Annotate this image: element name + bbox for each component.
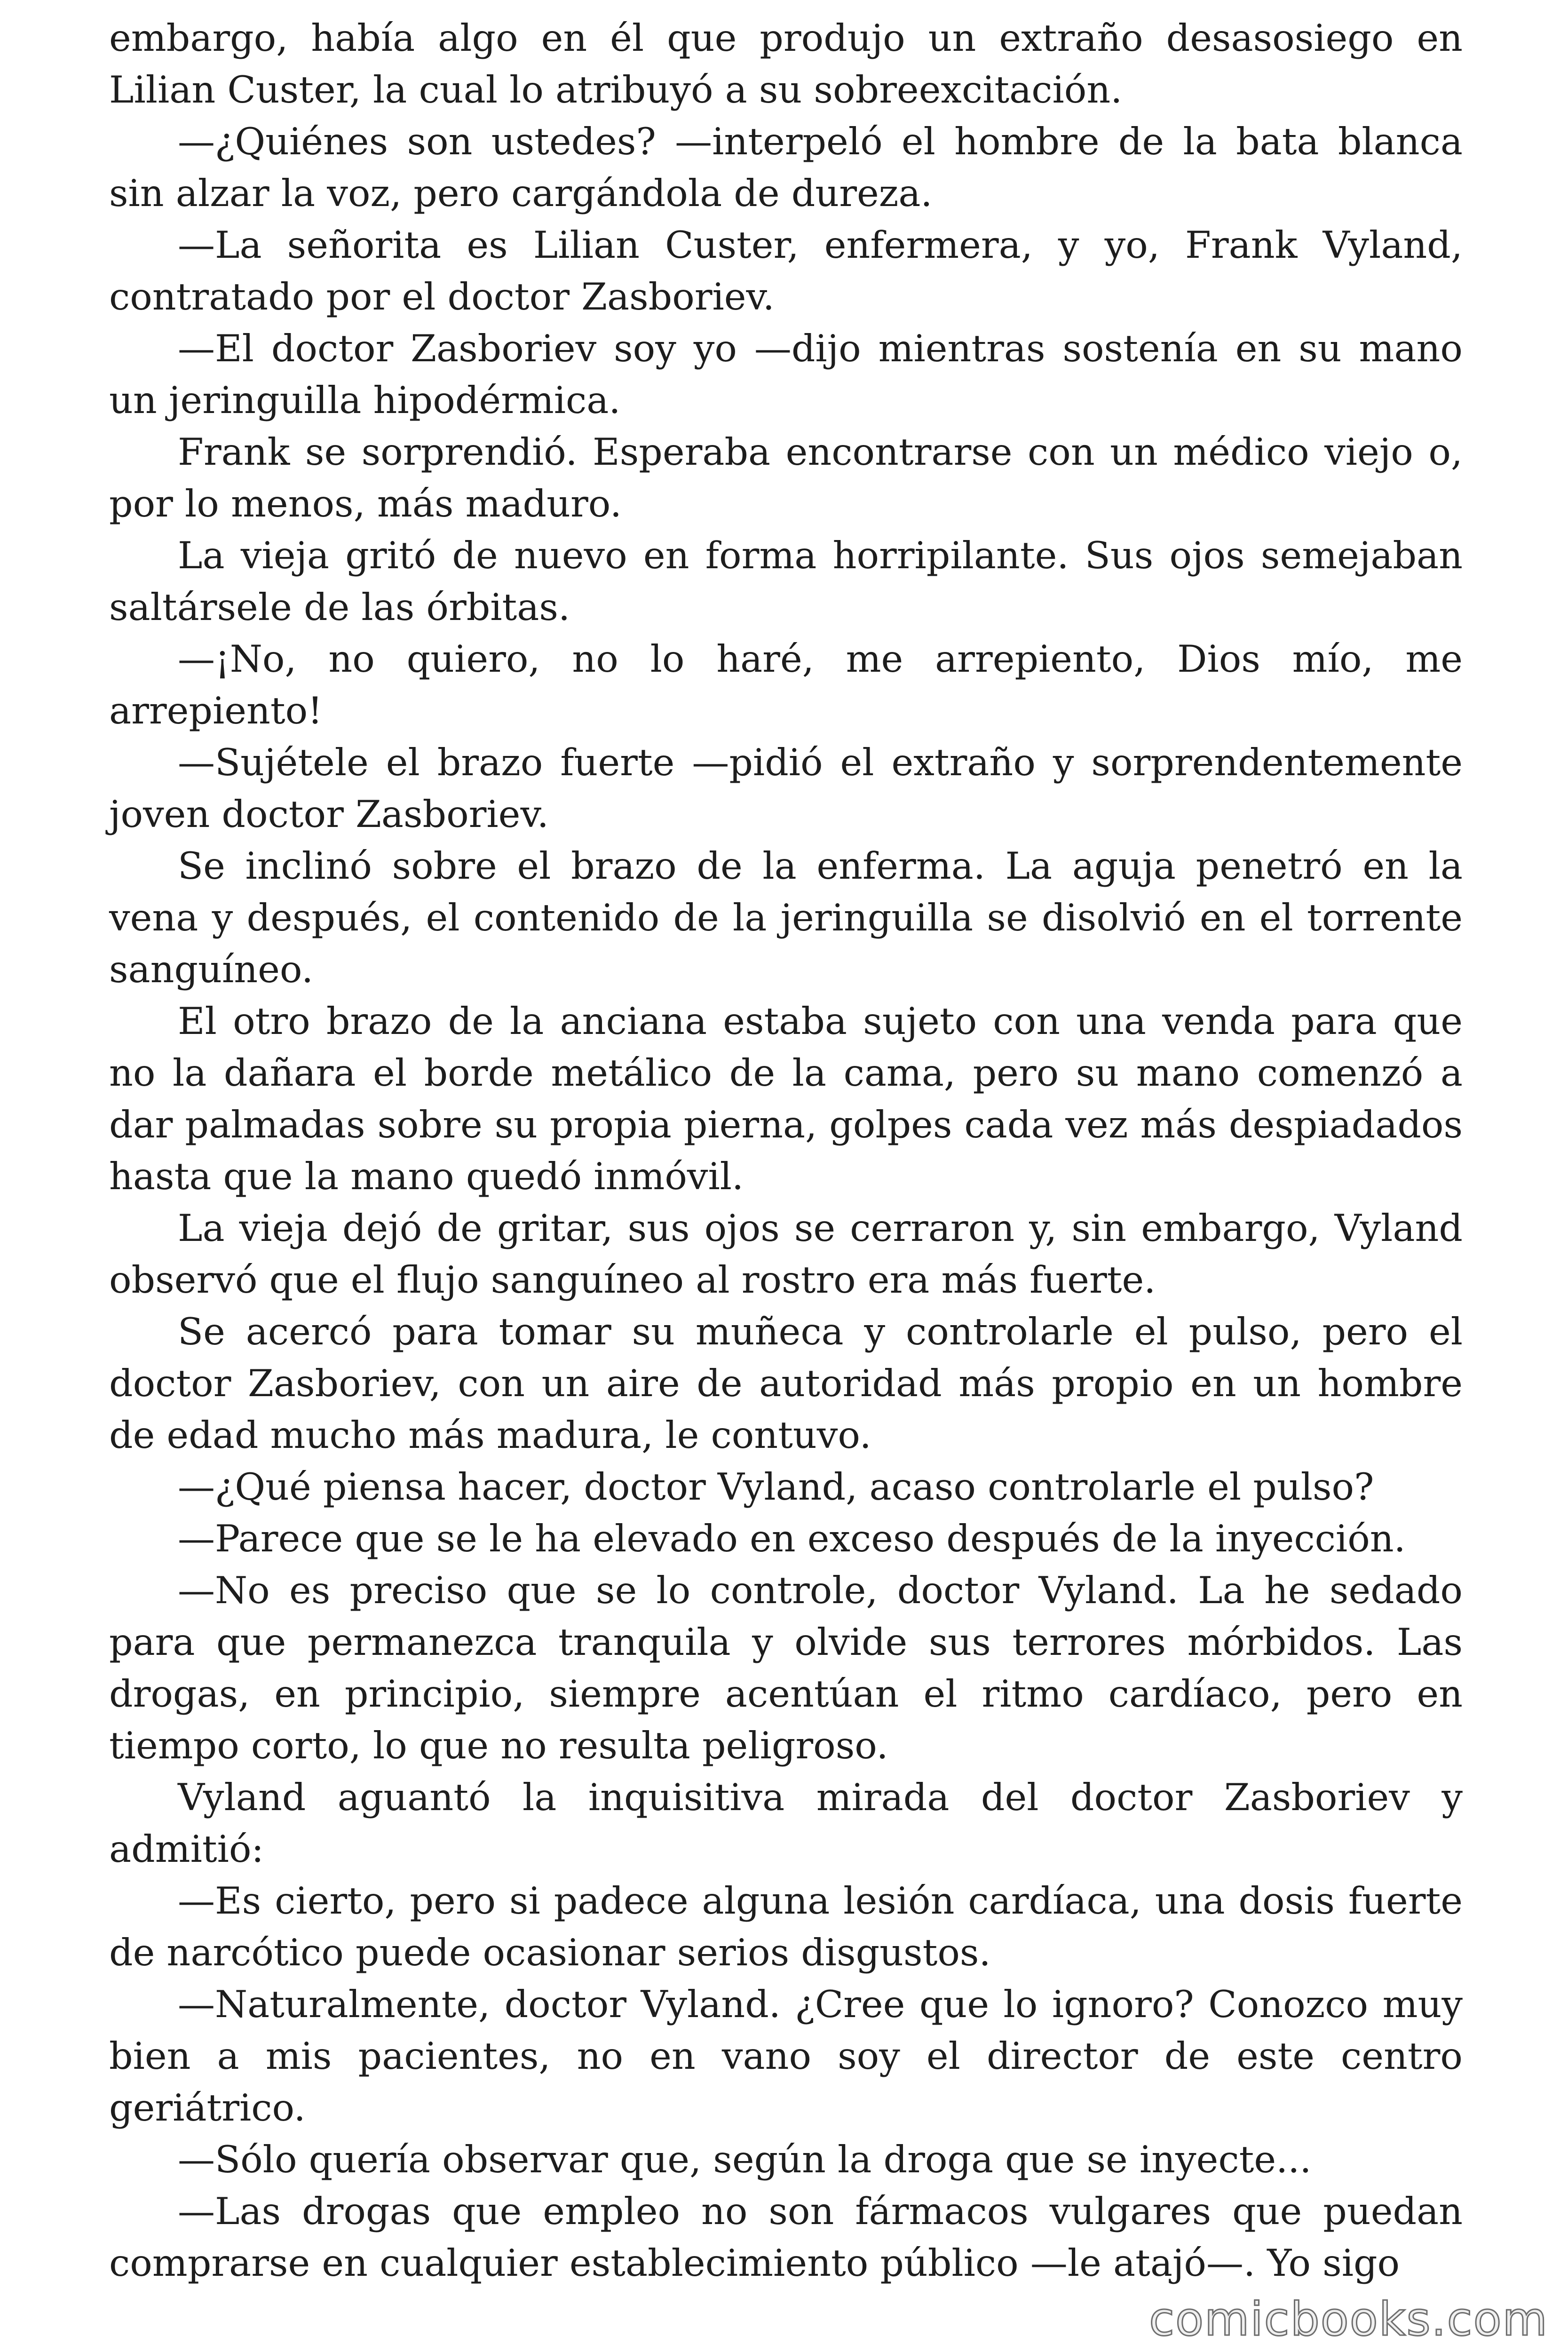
page-body-text — [109, 12, 1463, 2289]
paragraph: —No es preciso que se lo controle, doctor Vyland. La he sedado para que permanezca tranquila y olvide sus terrores mórbidos. Las drogas, en principio, siempre acentúan el ritmo cardíaco, pero en tiempo corto, lo que no resulta peligroso. — [109, 1569, 1463, 1767]
paragraph: —Sujételе el brazo fuerte —pidió el extraño y sorprendentemente joven doctor Zasboriev. — [109, 741, 1463, 836]
paragraph: La vieja dejó de gritar, sus ojos se cerraron y, sin embargo, Vyland observó que el flujo sanguíneo al rostro era más fuerte. — [109, 1207, 1463, 1302]
paragraph: —La señorita es Lilian Custer, enfermera, y yo, Frank Vyland, contratado por el doctor Zasboriev. — [109, 223, 1463, 318]
paragraph: La vieja gritó de nuevo en forma horripilante. Sus ojos semejaban saltársele de las órbitas. — [109, 534, 1463, 629]
paragraph: Vyland aguantó la inquisitiva mirada del doctor Zasboriev y admitió: — [109, 1776, 1463, 1871]
paragraph: —Parece que se le ha elevado en exceso después de la inyección. — [178, 1517, 1406, 1560]
paragraph: Se inclinó sobre el brazo de la enferma. La aguja penetró en la vena y después, el contenido de la jeringuilla se disolvió en el torrente sanguíneo. — [109, 844, 1463, 991]
paragraph: —Naturalmente, doctor Vyland. ¿Cree que lo ignoro? Conozco muy bien a mis pacientes, no en vano soy el director de este centro geriátrico. — [109, 1983, 1463, 2130]
paragraph: —¿Quiénes son ustedes? —interpeló el hombre de la bata blanca sin alzar la voz, pero cargándola de dureza. — [109, 120, 1463, 215]
paragraph: —Las drogas que empleo no son fármacos vulgares que puedan comprarse en cualquier establecimiento público —le atajó—. Yo sigo — [109, 2190, 1463, 2285]
paragraph: —Sólo quería observar que, según la droga que se inyecte... — [178, 2138, 1312, 2181]
paragraph: —¡No, no quiero, no lo haré, me arrepiento, Dios mío, me arrepiento! — [109, 637, 1463, 732]
paragraph: embargo, había algo en él que produjo un extraño desasosiego en Lilian Custer, la cual lo atribuyó a su sobreexcitación. — [109, 16, 1463, 111]
paragraph: El otro brazo de la anciana estaba sujeto con una venda para que no la dañara el borde metálico de la cama, pero su mano comenzó a dar palmadas sobre su propia pierna, golpes cada vez más despiadados hasta que la mano quedó inmóvil. — [109, 1000, 1463, 1198]
paragraph: —Es cierto, pero si padece alguna lesión cardíaca, una dosis fuerte de narcótico puede ocasionar serios disgustos. — [109, 1879, 1463, 1974]
paragraph: —El doctor Zasboriev soy yo —dijo mientras sostenía en su mano un jeringuilla hipodérmica. — [109, 327, 1463, 422]
site-watermark: comicbooks.com — [1149, 2293, 1548, 2346]
paragraph: —¿Qué piensa hacer, doctor Vyland, acaso controlarle el pulso? — [178, 1465, 1374, 1509]
paragraph: Frank se sorprendió. Esperaba encontrarse con un médico viejo o, por lo menos, más maduro. — [109, 430, 1463, 525]
paragraph: Se acercó para tomar su muñeca y controlarle el pulso, pero el doctor Zasboriev, con un aire de autoridad más propio en un hombre de edad mucho más madura, le contuvo. — [109, 1310, 1463, 1457]
